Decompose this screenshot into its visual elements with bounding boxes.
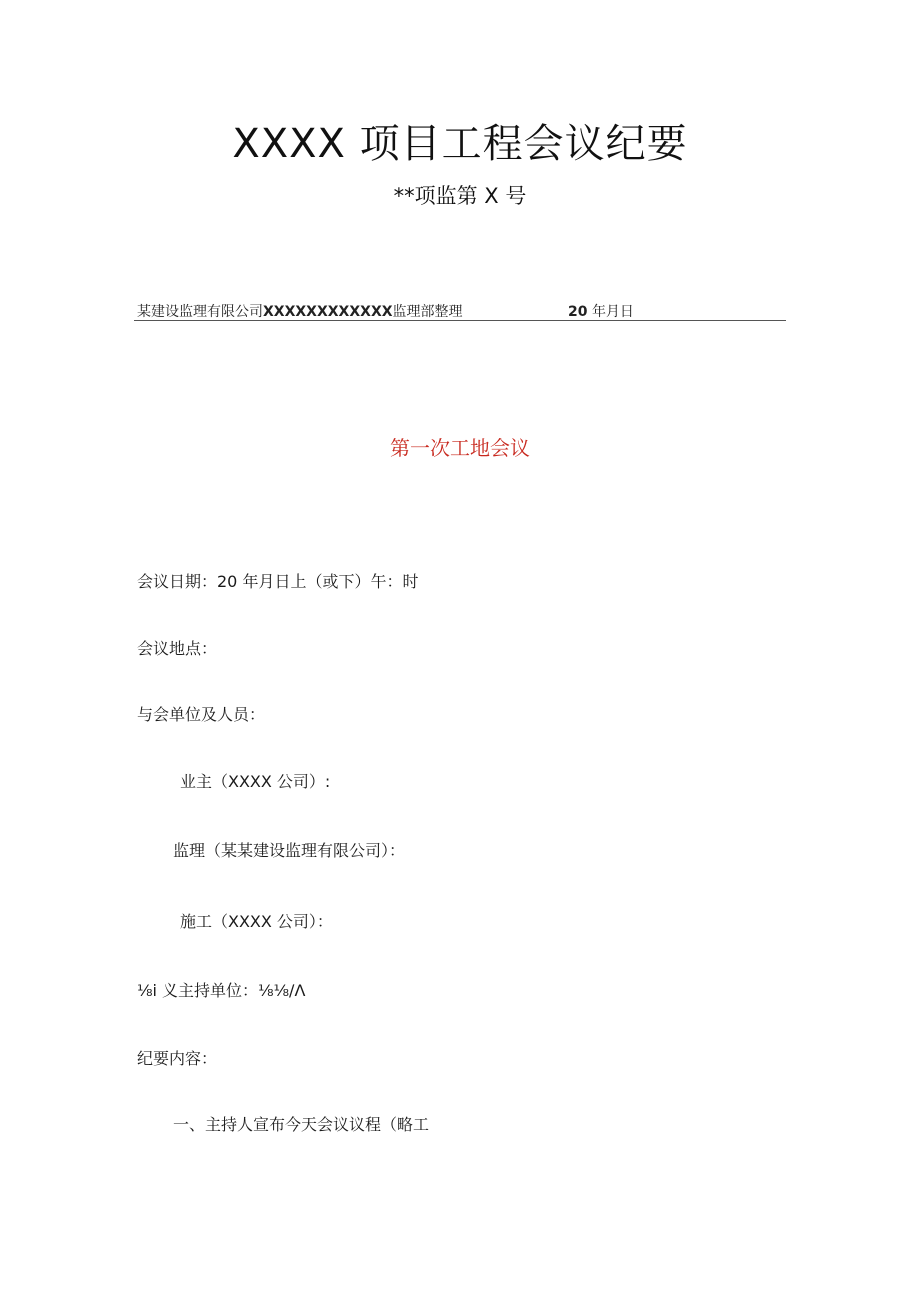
header-organization — [137, 301, 463, 321]
attendees-label: 与会单位及人员： — [137, 705, 266, 724]
minutes-item-1: 一、主持人宣布今天会议议程（略工 — [173, 1115, 430, 1134]
header-divider — [134, 320, 786, 321]
minutes-label: 纪要内容： — [137, 1049, 218, 1068]
attendee-contractor: 施工（XXXX 公司）： — [180, 912, 333, 931]
document-title: XXXX 项目工程会议纪要 — [232, 121, 688, 167]
organization-code: XXXXXXXXXXXX — [263, 304, 393, 320]
attendee-owner: 业主（XXXX 公司）: — [180, 772, 331, 791]
meeting-place: 会议地点： — [137, 639, 218, 658]
attendee-supervisor: 监理（某某建设监理有限公司）： — [173, 841, 406, 860]
header-date — [568, 301, 634, 321]
header-date-rest: 年月日 — [591, 304, 634, 320]
host-unit: ⅛i 义主持单位：⅛⅛∕Λ — [137, 981, 306, 1000]
header-date-year: 20 — [568, 304, 588, 320]
meeting-date: 会议日期：20 年月日上（或下）午：时 — [137, 572, 419, 591]
meeting-title: 第一次工地会议 — [390, 436, 530, 460]
document-number: **项监第 X 号 — [393, 184, 527, 208]
organization-department: 监理部整理 — [392, 304, 463, 320]
organization-name: 某建设监理有限公司 — [137, 304, 263, 320]
